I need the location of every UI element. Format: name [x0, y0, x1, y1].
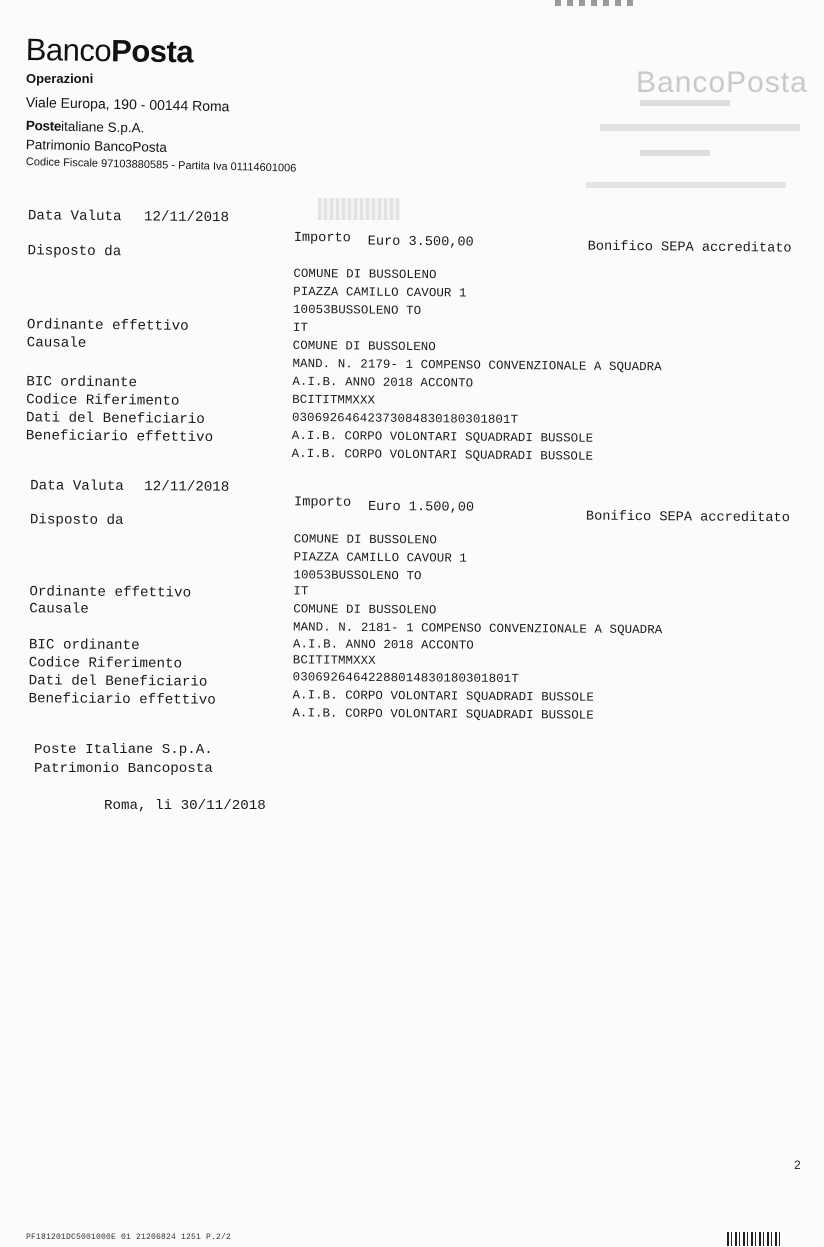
beneficiario-effettivo-label: Beneficiario effettivo [28, 691, 216, 709]
disposto-da-label: Disposto da [29, 512, 124, 529]
disposto-city: 10053BUSSOLENO TO [292, 302, 422, 319]
scan-artifact [555, 0, 635, 6]
disposto-name: COMUNE DI BUSSOLENO [293, 532, 438, 548]
header-fiscal: Codice Fiscale 97103880585 - Partita Iva 01114601006 [25, 156, 297, 175]
importo-value: Euro 1.500,00 [367, 499, 475, 516]
bic-ordinante-label: BIC ordinante [28, 637, 140, 655]
ghost-stamp [318, 198, 400, 220]
disposto-name: COMUNE DI BUSSOLENO [293, 266, 437, 283]
dati-beneficiario-value: A.I.B. CORPO VOLONTARI SQUADRADI BUSSOLE [292, 688, 595, 705]
ghost-text-line [600, 124, 800, 131]
codice-riferimento-label: Codice Riferimento [26, 392, 180, 410]
ghost-text-line [640, 150, 710, 156]
beneficiario-effettivo-value: A.I.B. CORPO VOLONTARI SQUADRADI BUSSOLE [292, 706, 594, 723]
print-code: PF181201DC5001000E 01 21206824 1251 P.2/2 [26, 1233, 232, 1242]
disposto-da-label: Disposto da [27, 243, 122, 261]
barcode [727, 1232, 783, 1246]
data-valuta-value: 12/11/2018 [143, 209, 230, 227]
beneficiario-effettivo-label: Beneficiario effettivo [25, 428, 214, 447]
ordinante-effettivo-value: COMUNE DI BUSSOLENO [293, 602, 437, 618]
header-company [26, 118, 145, 135]
disposto-street: PIAZZA CAMILLO CAVOUR 1 [293, 284, 467, 301]
disposto-city: 10053BUSSOLENO TO [293, 568, 422, 584]
ordinante-effettivo-label: Ordinante effettivo [26, 317, 189, 335]
bic-value: BCITITMMXXX [292, 392, 376, 408]
footer-place-date: Roma, li 30/11/2018 [104, 798, 266, 814]
causale-label: Causale [29, 601, 89, 618]
logo-banco: Banco [25, 32, 112, 69]
ghost-logo: BancoPosta [636, 66, 808, 99]
ordinante-effettivo-label: Ordinante effettivo [29, 584, 192, 602]
causale-label: Causale [26, 335, 87, 352]
importo-value: Euro 3.500,00 [367, 234, 474, 251]
disposto-country: IT [293, 584, 309, 599]
bic-ordinante-label: BIC ordinante [26, 374, 138, 392]
ghost-text-line [586, 182, 786, 188]
company-brand: Poste [25, 118, 62, 134]
logo-posta: Posta [110, 33, 194, 70]
header-patrimonio: Patrimonio BancoPosta [25, 137, 168, 155]
logo-subtitle: Operazioni [26, 71, 94, 86]
causale-line-2: A.I.B. ANNO 2018 ACCONTO [292, 637, 474, 653]
dati-beneficiario-label: Dati del Beneficiario [28, 673, 208, 691]
causale-line-2: A.I.B. ANNO 2018 ACCONTO [292, 374, 474, 391]
codice-riferimento-value: 03069264642288014830180301801T [292, 670, 519, 687]
data-valuta-value: 12/11/2018 [144, 479, 230, 496]
disposto-street: PIAZZA CAMILLO CAVOUR 1 [293, 550, 468, 566]
transaction-type: Bonifico SEPA accreditato [587, 239, 792, 257]
dati-beneficiario-label: Dati del Beneficiario [25, 410, 205, 428]
importo-label: Importo [294, 495, 352, 511]
footer-company: Poste Italiane S.p.A. [34, 742, 213, 758]
bancoposta-logo [25, 32, 194, 70]
data-valuta-label: Data Valuta [27, 208, 122, 226]
page-number: 2 [794, 1158, 801, 1172]
dati-beneficiario-value: A.I.B. CORPO VOLONTARI SQUADRADI BUSSOLE [291, 428, 594, 446]
transaction-type: Bonifico SEPA accreditato [585, 509, 790, 527]
ordinante-effettivo-value: COMUNE DI BUSSOLENO [292, 338, 436, 355]
importo-label: Importo [293, 230, 351, 247]
ghost-text-line [640, 100, 730, 106]
data-valuta-label: Data Valuta [30, 478, 124, 495]
disposto-country: IT [292, 320, 309, 335]
beneficiario-effettivo-value: A.I.B. CORPO VOLONTARI SQUADRADI BUSSOLE [291, 446, 594, 464]
company-rest: italiane S.p.A. [60, 118, 145, 136]
header-address: Viale Europa, 190 - 00144 Roma [25, 94, 230, 115]
bic-value: BCITITMMXXX [292, 653, 376, 668]
causale-line-1: MAND. N. 2181- 1 COMPENSO CONVENZIONALE A SQUADRA [293, 620, 663, 638]
codice-riferimento-value: 03069264642373084830180301801T [291, 410, 519, 427]
codice-riferimento-label: Codice Riferimento [28, 655, 183, 673]
footer-patrimonio: Patrimonio Bancoposta [34, 761, 213, 777]
causale-line-1: MAND. N. 2179- 1 COMPENSO CONVENZIONALE A SQUADRA [292, 356, 662, 375]
